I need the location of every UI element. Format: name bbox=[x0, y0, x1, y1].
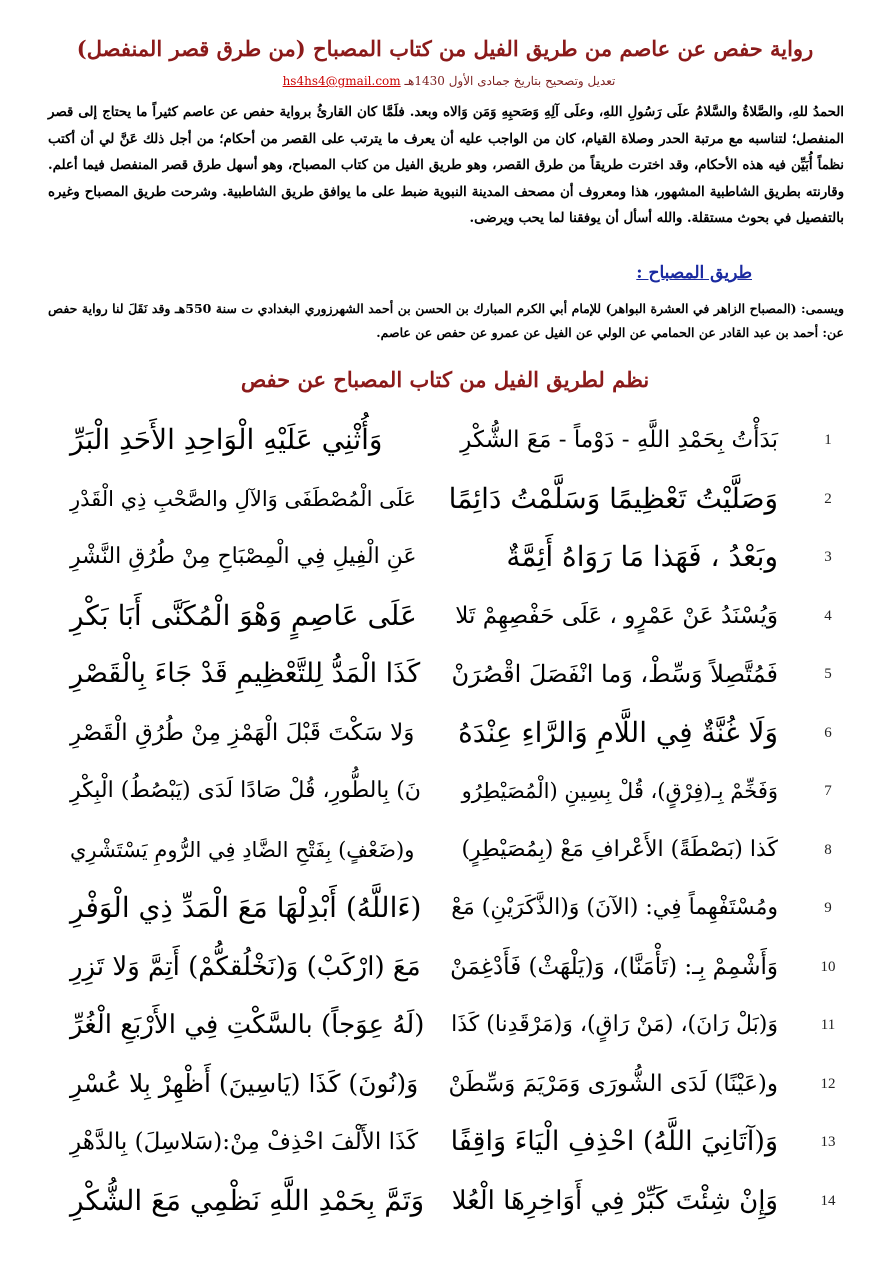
poem-title: نظم لطريق الفيل من كتاب المصباح عن حفص bbox=[240, 367, 650, 392]
verse-second-hemistich: كَذَا الْمَدُّ لِلتَّعْظِيمِ قَدْ جَاءَ بِالْقَصْرِ bbox=[70, 658, 421, 689]
verse-row bbox=[0, 527, 890, 586]
verse-second-hemistich: وَلا سَكْتَ قَبْلَ الْهَمْزِ مِنْ طُرُقِ الْقَصْرِ bbox=[70, 719, 415, 746]
revision-note: تعديل وتصحيح بتاريخ جمادى الأول 1430هـ bbox=[404, 74, 616, 88]
verse-first-hemistich: وَلَا غُنَّةٌ فِي اللَّامِ وَالرَّاءِ عِنْدَهُ bbox=[458, 715, 778, 749]
verse-list bbox=[0, 410, 890, 1229]
verse-row bbox=[0, 586, 890, 645]
verse-row bbox=[0, 644, 890, 703]
verse-first-hemistich: وبَعْدُ ، فَهَذا مَا رَوَاهُ أَئِمَّةٌ bbox=[506, 540, 778, 573]
verse-number: 4 bbox=[824, 607, 832, 624]
verse-number: 3 bbox=[824, 549, 832, 565]
verse-row bbox=[0, 1054, 890, 1113]
intro-paragraph: الحمدُ للهِ، والصَّلاةُ والسَّلامُ علَى رَسُولِ اللهِ، وعلَى آلِهِ وَصَحبِهِ وَمَن وَالاه وبعد. فلَمَّا كان القارئُ برواية حفص عن عاصم كثيراً ما يحتاج إلى قصر المنفصل؛ لتناسبه مع مرتبة الحدر وصلاة القيام، كان من الواجب عليه أن يعرف ما يترتب على القصر من أحكام؛ من أجل ذلك عَنَّ لي أن أكتب نظماً أُبَيِّن فيه هذه الأحكام، وقد اخترت طريقاً من طرق القصر، وهو طريق الفيل من كتاب المصباح، وهو أسهل طرق قصر المنفصل فيما أعلم. وقارنته بطريق الشاطبية المشهور، هذا ومعروف أن مصحف المدينة النبوية ضبط على ما يوافق طريق الشاطبية. وشرحت طريق المصباح وغيره بالتفصيل في بحوث مستقلة. والله أسأل أن يوفقنا لما يحب ويرضى. bbox=[48, 105, 844, 226]
verse-number: 9 bbox=[824, 900, 832, 916]
verse-first-hemistich: وَإِنْ شِئْتَ كَبِّرْ فِي أَوَاخِرِهَا الْعُلا bbox=[451, 1185, 778, 1216]
verse-number: 8 bbox=[824, 841, 832, 858]
verse-second-hemistich: (ءَاللَّهُ) أَبْدِلْهَا مَعَ الْمَدِّ ذِي الْوَفْرِ bbox=[70, 891, 422, 924]
verse-first-hemistich: وَفَخِّمْ بِـ(فِرْقٍ)، قُلْ بِسِينِ (الْمُصَيْطِرُو bbox=[461, 779, 778, 803]
verse-number: 12 bbox=[820, 1075, 836, 1092]
verse-row bbox=[0, 878, 890, 937]
verse-row bbox=[0, 761, 890, 820]
verse-second-hemistich: نَ) بِالطُّورِ، قُلْ صَادًا لَدَى (يَبْصُطُ) الْبِكْرِ bbox=[70, 778, 421, 803]
verse-number: 1 bbox=[824, 432, 832, 448]
revision-line bbox=[60, 74, 830, 88]
verse-row bbox=[0, 937, 890, 996]
verse-first-hemistich: فَمُتَّصِلاً وَسِّطْ، وَما انْفَصَلَ اقْصُرَنْ bbox=[451, 660, 778, 688]
verse-first-hemistich: وَصَلَّيْتُ تَعْظِيمًا وَسَلَّمْتُ دَائِمًا bbox=[448, 481, 778, 515]
source-description: ويسمى: (المصباح الزاهر في العشرة البواهر) للإمام أبي الكرم المبارك بن الحسن بن أحمد الشهرزوري البغدادي ت سنة 550هـ وقد نَقَلَ لنا رواية حفص عن: أحمد بن عبد القادر عن الحمامي عن الولي عن الفيل عن عمرو عن حفص عن عاصم. bbox=[48, 301, 844, 340]
verse-number: 6 bbox=[824, 724, 832, 741]
verse-number: 14 bbox=[820, 1192, 836, 1209]
email-link[interactable]: hs4hs4@gmail.com bbox=[282, 74, 401, 88]
verse-row bbox=[0, 995, 890, 1054]
verse-second-hemistich: عَنِ الْفِيلِ فِي الْمِصْبَاحِ مِنْ طُرُقِ النَّشْرِ bbox=[70, 544, 417, 569]
verse-number: 2 bbox=[824, 490, 832, 507]
verse-second-hemistich: (لَهُ عِوَجاً) بالسَّكْتِ فِي الأَرْبَعِ الْغُرِّ bbox=[70, 1010, 425, 1040]
verse-first-hemistich: ومُسْتَفْهِماً فِي: (الآنَ) وَ(الذَّكَرَيْنِ) مَعْ bbox=[451, 895, 778, 920]
document-title: رواية حفص عن عاصم من طريق الفيل من كتاب المصباح (من طرق قصر المنفصل) bbox=[76, 36, 814, 61]
verse-first-hemistich: كَذا (بَصْطَةً) الأَعْرافِ مَعْ (بِمُصَيْطِرٍ) bbox=[461, 836, 778, 862]
verse-row bbox=[0, 1112, 890, 1171]
verse-number: 10 bbox=[820, 958, 836, 975]
verse-first-hemistich: بَدَأْتُ بِحَمْدِ اللَّهِ - دَوْماً - مَعَ الشُّكْرِ bbox=[460, 427, 778, 453]
verse-row bbox=[0, 469, 890, 528]
verse-number: 7 bbox=[824, 783, 832, 799]
verse-row bbox=[0, 1171, 890, 1230]
verse-first-hemistich: وَيُسْنَدُ عَنْ عَمْرٍو ، عَلَى حَفْصِهِمْ تَلا bbox=[455, 602, 778, 629]
verse-second-hemistich: عَلَى عَاصِمٍ وَهْوَ الْمُكَنَّى أَبَا بَكْرِ bbox=[70, 598, 417, 632]
verse-number: 13 bbox=[820, 1134, 836, 1150]
verse-first-hemistich: وَ(آتَانِيَ اللَّهُ) احْذِفِ الْيَاءَ وَاقِفًا bbox=[450, 1126, 778, 1157]
verse-second-hemistich: مَعَ (ارْكَبْ) وَ(نَخْلُقكُّمْ) أَتِمَّ وَلا تَزِرِ bbox=[70, 951, 421, 982]
verse-second-hemistich: وَأُثْنِي عَلَيْهِ الْوَاحِدِ الأَحَدِ الْبَرِّ bbox=[70, 423, 383, 456]
verse-second-hemistich: وَتَمَّ بِحَمْدِ اللَّهِ نَظْمِي مَعَ الشُّكْرِ bbox=[70, 1183, 425, 1217]
verse-row bbox=[0, 703, 890, 762]
section-heading: طريق المصباح : bbox=[636, 263, 752, 283]
verse-row bbox=[0, 820, 890, 879]
verse-second-hemistich: وَ(نُونَ) كَذَا (يَاسِينَ) أَظْهِرْ بِلا عُسْرِ bbox=[70, 1068, 419, 1098]
verse-first-hemistich: وَأَشْمِمْ بِـ: (تَأْمَنَّا)، وَ(يَلْهَثْ) فَأَدْغِمَنْ bbox=[450, 953, 778, 980]
verse-second-hemistich: عَلَى الْمُصْطَفَى وَالآلِ والصَّحْبِ ذِي الْقَدْرِ bbox=[70, 486, 417, 511]
verse-second-hemistich: و(ضَعْفٍ) بِفَتْحِ الضَّادِ فِي الرُّومِ يَسْتَشْرِي bbox=[70, 837, 415, 862]
verse-row bbox=[0, 410, 890, 469]
verse-second-hemistich: كَذَا الأَلْفَ احْذِفْ مِنْ:(سَلاسِلَ) بِالدَّهْرِ bbox=[70, 1129, 419, 1155]
verse-number: 5 bbox=[824, 666, 832, 682]
verse-first-hemistich: وَ(بَلْ رَانَ)، (مَنْ رَاقٍ)، وَ(مَرْقَدِنا) كَذَا bbox=[451, 1012, 778, 1037]
verse-number: 11 bbox=[820, 1017, 836, 1033]
verse-first-hemistich: و(عَيْنًا) لَدَى الشُّورَى وَمَرْيَمَ وَسِّطَنْ bbox=[448, 1070, 778, 1097]
